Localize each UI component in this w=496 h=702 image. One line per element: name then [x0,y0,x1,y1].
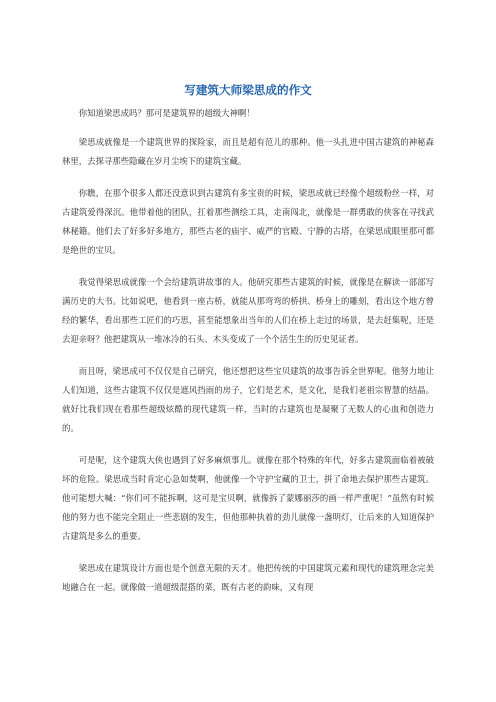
article-paragraph: 你瞧，在那个很多人都还没意识到古建筑有多宝贵的时候，梁思成就已经像个超级粉丝一样，对古建筑爱得深沉。他带着他的团队，扛着那些测绘工具，走南闯北，就像是一群勇敢的侠客在寻找武林秘籍。他们去了好多好多地方，那些古老的庙宇、威严的官殿、宁静的古塔，在梁思成眼里那可都是绝世的宝贝。 [62,188,434,255]
article-title: 写建筑大师梁思成的作文 [184,83,312,97]
article-paragraph: 而且呀，梁思成可不仅仅是自己研究，他还想把这些宝贝建筑的故事告诉全世界呢。他努力地让人们知道，这些古建筑不仅仅是遮风挡雨的房子，它们是艺术，是文化，是我们老祖宗智慧的结晶。就好比我们现在看那些超级炫酷的现代建筑一样，当时的古建筑也是凝聚了无数人的心血和创造力的。 [62,366,434,433]
article-paragraph: 可是呢，这个建筑大侠也遇到了好多麻烦事儿。就像在那个特殊的年代，好多古建筑面临着被破坏的危险。梁思成当时肯定心急如焚啊，他就像一个守护宝藏的卫士，拼了命地去保护那些古建筑。他可能想大喊：“你们可不能拆啊，这可是宝贝啊，就像拆了蒙娜丽莎的画一样严重呢！”虽然有时候他的努力也不能完全阻止一些悲剧的发生，但他那种执着的劲儿就像一盏明灯，让后来的人知道保护古建筑是多么的重要。 [62,455,434,541]
article-paragraph: 你知道梁思成吗？那可是建筑界的超级大神啊！ [78,108,255,118]
article-paragraph: 我觉得梁思成就像一个会给建筑讲故事的人。他研究那些古建筑的时候，就像是在解读一部部写满历史的大书。比如说吧，他看到一座古桥，就能从那弯弯的桥拱、桥身上的雕刻，看出这个地方曾经的繁华，看出那些工匠们的巧思，甚至能想象出当年的人们在桥上走过的场景，是去赶集呢，还是去迎亲呀？他把建筑从一堆冰冷的石头、木头变成了一个个活生生的历史见证者。 [62,277,434,344]
article-paragraph: 梁思成就像是一个建筑世界的探险家，而且是超有范儿的那种。他一头扎进中国古建筑的神秘森林里，去探寻那些隐藏在岁月尘埃下的建筑宝藏。 [62,137,434,166]
article-paragraph: 梁思成在建筑设计方面也是个创意无限的天才。他把传统的中国建筑元素和现代的建筑理念完美地融合在一起。就像做一道超级混搭的菜，既有古老的韵味，又有现 [62,563,434,592]
